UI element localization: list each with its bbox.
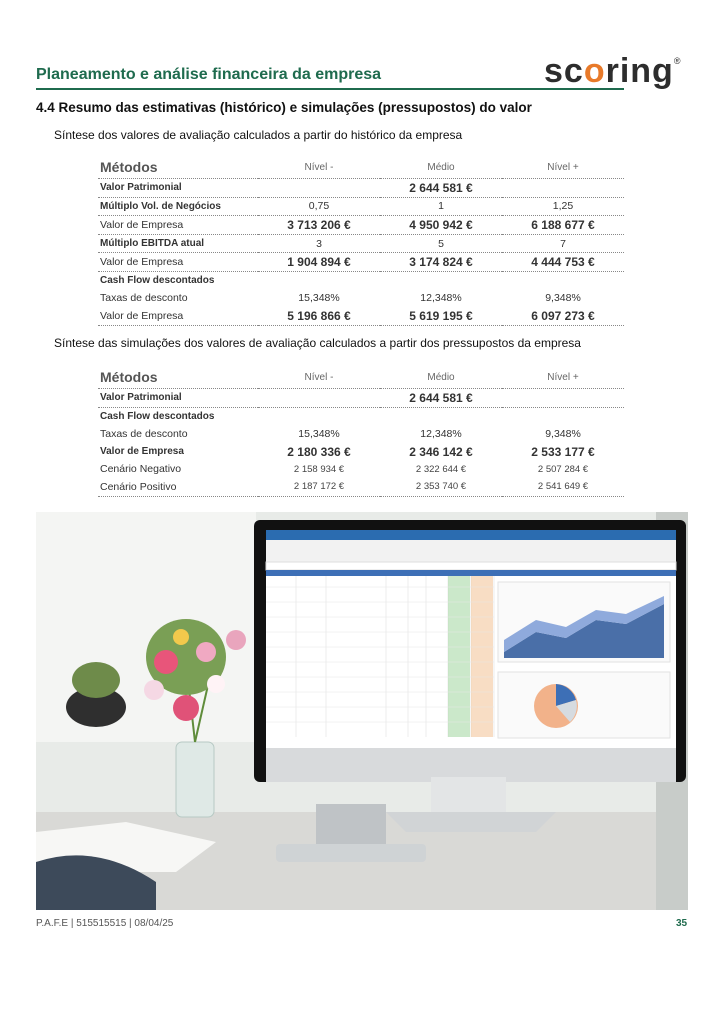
historical-valuation-table — [98, 156, 624, 326]
col-header-medio: Médio — [380, 366, 502, 389]
cell-value: 2 353 740 € — [380, 478, 502, 496]
table-header-row — [98, 156, 624, 179]
cell-value: 2 158 934 € — [293, 463, 345, 475]
table-row — [98, 460, 624, 478]
row-label: Taxas de desconto — [100, 292, 188, 305]
cell-value: 2 541 649 € — [502, 478, 624, 496]
row-label: Cash Flow descontados — [100, 410, 215, 422]
simulation-valuation-table — [98, 366, 624, 497]
row-label: Valor de Empresa — [98, 216, 258, 235]
row-label: Múltiplo EBITDA atual — [98, 234, 258, 253]
cell-value: 3 174 824 € — [380, 253, 502, 272]
page-header-title: Planeamento e análise financeira da empresa — [36, 66, 382, 83]
cell-value: 3 — [258, 234, 380, 253]
cell-value: 6 188 677 € — [502, 216, 624, 235]
row-label: Taxas de desconto — [100, 427, 188, 440]
table-header-row — [98, 366, 624, 389]
cell-value: 2 644 581 € — [380, 389, 502, 408]
cell-value: 1 904 894 € — [258, 253, 380, 272]
table-row — [98, 179, 624, 198]
cell-value: 15,348% — [298, 292, 340, 305]
cell-value: 1 — [380, 197, 502, 216]
cell-value: 7 — [502, 234, 624, 253]
table-row — [98, 407, 624, 425]
row-label: Cash Flow descontados — [100, 275, 215, 287]
cell-value: 2 180 336 € — [287, 444, 351, 459]
cell-value: 2 322 644 € — [415, 463, 467, 475]
cell-value: 2 644 581 € — [380, 179, 502, 198]
cell-value: 5 619 195 € — [380, 307, 502, 325]
row-label: Múltiplo Vol. de Negócios — [98, 197, 258, 216]
col-header-nivel-menos: Nível - — [258, 156, 380, 179]
table-row — [98, 443, 624, 461]
col-header-nivel-mais: Nível + — [502, 366, 624, 389]
cell-value: 12,348% — [420, 427, 462, 440]
table-row — [98, 253, 624, 272]
col-header-metodos: Métodos — [98, 366, 258, 389]
table-row — [98, 307, 624, 325]
page-number: 35 — [676, 918, 688, 929]
scoring-logo: scoring® — [544, 52, 682, 90]
cell-value: 15,348% — [298, 427, 340, 440]
cell-value: 2 507 284 € — [537, 463, 589, 475]
table-row — [98, 216, 624, 235]
table-row — [98, 234, 624, 253]
cell-value: 6 097 273 € — [502, 307, 624, 325]
table2-subtitle: Síntese das simulações dos valores de avaliação calculados a partir dos pressupostos da empresa — [54, 336, 581, 350]
col-header-medio: Médio — [380, 156, 502, 179]
col-header-metodos: Métodos — [98, 156, 258, 179]
row-label: Cenário Negativo — [100, 463, 182, 476]
cell-value: 5 196 866 € — [258, 307, 380, 325]
cell-value: 9,348% — [545, 292, 581, 305]
cell-value: 4 444 753 € — [502, 253, 624, 272]
table-row — [98, 271, 624, 289]
cell-value: 1,25 — [502, 197, 624, 216]
table-row — [98, 425, 624, 443]
cell-value: 2 187 172 € — [258, 478, 380, 496]
row-label: Valor de Empresa — [98, 307, 258, 325]
cell-value: 2 533 177 € — [531, 444, 595, 459]
cell-value: 0,75 — [258, 197, 380, 216]
table-row — [98, 389, 624, 408]
cell-value: 2 346 142 € — [409, 444, 473, 459]
section-title: 4.4 Resumo das estimativas (histórico) e simulações (pressupostos) do valor — [36, 100, 532, 115]
cell-value: 9,348% — [545, 427, 581, 440]
row-label: Valor Patrimonial — [98, 389, 258, 408]
office-monitor-photo — [36, 512, 688, 910]
table-row — [98, 290, 624, 308]
col-header-nivel-menos: Nível - — [258, 366, 380, 389]
row-label: Valor de Empresa — [100, 446, 184, 458]
cell-value: 5 — [380, 234, 502, 253]
cell-value: 12,348% — [420, 292, 462, 305]
row-label: Cenário Positivo — [98, 478, 258, 496]
table1-subtitle: Síntese dos valores de avaliação calculados a partir do histórico da empresa — [54, 128, 463, 142]
table-row — [98, 478, 624, 496]
row-label: Valor Patrimonial — [98, 179, 258, 198]
col-header-nivel-mais: Nível + — [502, 156, 624, 179]
cell-value: 3 713 206 € — [258, 216, 380, 235]
footer-info: P.A.F.E | 515515515 | 08/04/25 — [36, 918, 174, 929]
table-row — [98, 197, 624, 216]
cell-value: 4 950 942 € — [380, 216, 502, 235]
header-divider — [36, 88, 624, 90]
row-label: Valor de Empresa — [98, 253, 258, 272]
